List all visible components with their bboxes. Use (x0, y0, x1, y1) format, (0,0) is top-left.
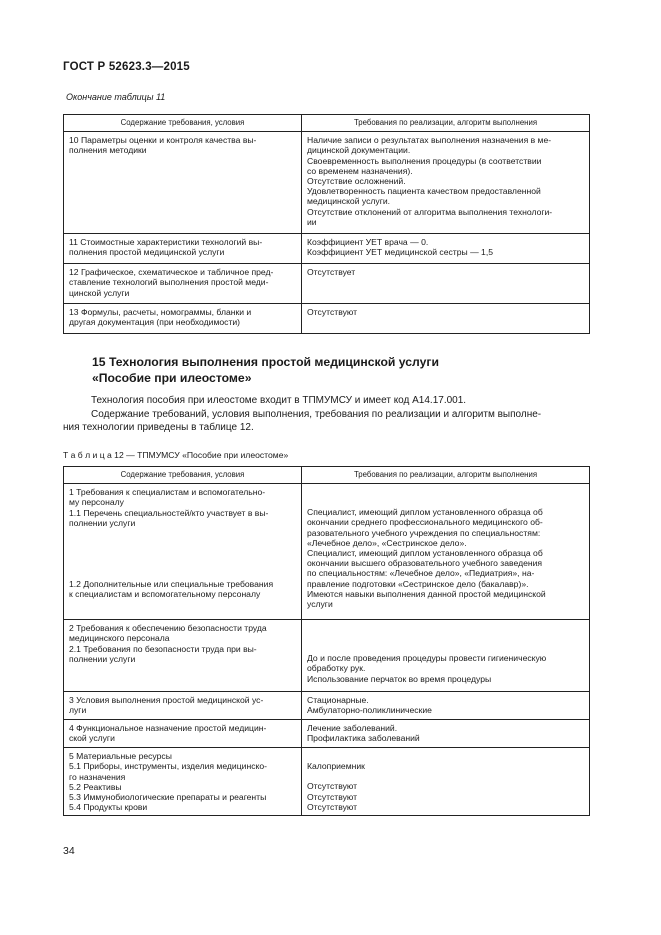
requirement-cell: 12 Графическое, схематическое и табличное пред- ставление технологий выполнения простой меди- цинской услуги (64, 264, 302, 304)
table-row (64, 720, 590, 748)
implementation-cell: Лечение заболеваний. Профилактика заболеваний (302, 720, 590, 748)
implementation-cell: Наличие записи о результатах выполнения назначения в ме- дицинской документации. Своевременность выполнения процедуры (в соответствии со временем назначения). Отсутствие осложнений. Удовлетворенность пациента качеством предоставленной медицинской услуги. Отсутствие отклонений от алгоритма выполнения технологи- ии (302, 132, 590, 234)
implementation-cell: Отсутствуют (302, 304, 590, 334)
table12-caption: Т а б л и ц а 12 — ТПМУМСУ «Пособие при илеостоме» (63, 450, 289, 460)
column-header: Содержание требования, условия (64, 467, 302, 484)
requirement-cell: 13 Формулы, расчеты, номограммы, бланки и другая документация (при необходимости) (64, 304, 302, 334)
implementation-cell: Стационарные. Амбулаторно-поликлинические (302, 692, 590, 720)
requirement-cell: 5 Материальные ресурсы 5.1 Приборы, инструменты, изделия медицинско- го назначения 5.2 Реактивы 5.3 Иммунобиологические препараты и реагенты 5.4 Продукты крови (64, 748, 302, 816)
requirement-cell: 1 Требования к специалистам и вспомогательно- му персоналу 1.1 Перечень специальностей/кто участвует в вы- полнении услуги 1.2 Дополнительные или специальные требования к специалистам и вспомогательному персоналу (64, 484, 302, 620)
table-11 (63, 114, 590, 334)
section-title: 15 Технология выполнения простой медицинской услуги «Пособие при илеостоме» (92, 355, 439, 385)
table-row (64, 748, 590, 816)
table-row (64, 620, 590, 692)
column-header: Требования по реализации, алгоритм выполнения (302, 115, 590, 132)
implementation-cell: Отсутствует (302, 264, 590, 304)
table-row (64, 234, 590, 264)
paragraph: Содержание требований, условия выполнения, требования по реализации и алгоритм выполне- ния технологии приведены в таблице 12. (63, 409, 542, 433)
page-number: 34 (63, 845, 75, 857)
requirement-cell: 2 Требования к обеспечению безопасности труда медицинского персонала 2.1 Требования по безопасности труда при вы- полнении услуги (64, 620, 302, 692)
table-row (64, 132, 590, 234)
table11-caption: Окончание таблицы 11 (66, 92, 166, 102)
table-12 (63, 466, 590, 816)
implementation-cell: Специалист, имеющий диплом установленного образца об окончании среднего профессионального медицинского об- разовательного учебного учреждения по специальностям: «Лечебное дело», «Сестринское дело». Специалист, имеющий диплом установленного образца об окончании высшего образовательного учебного заведения по специальностям: «Лечебное дело», «Педиатрия», на- правление подготовки «Сестринское дело (бакалавр)». Имеются навыки выполнения данной простой медицинской услуги (302, 484, 590, 620)
implementation-cell: До и после проведения процедуры провести гигиеническую обработку рук. Использование перчаток во время процедуры (302, 620, 590, 692)
table-row (64, 484, 590, 620)
table-row (64, 304, 590, 334)
document-header: ГОСТ Р 52623.3—2015 (63, 61, 190, 73)
table-header-row (64, 115, 590, 132)
implementation-cell: Калоприемник Отсутствуют Отсутствуют Отсутствуют (302, 748, 590, 816)
column-header: Содержание требования, условия (64, 115, 302, 132)
requirement-cell: 11 Стоимостные характеристики технологий вы- полнения простой медицинской услуги (64, 234, 302, 264)
table-header-row (64, 467, 590, 484)
table-row (64, 264, 590, 304)
table-row (64, 692, 590, 720)
requirement-cell: 3 Условия выполнения простой медицинской ус- луги (64, 692, 302, 720)
implementation-cell: Коэффициент УЕТ врача — 0. Коэффициент УЕТ медицинской сестры — 1,5 (302, 234, 590, 264)
requirement-cell: 4 Функциональное назначение простой медицин- ской услуги (64, 720, 302, 748)
column-header: Требования по реализации, алгоритм выполнения (302, 467, 590, 484)
paragraph: Технология пособия при илеостоме входит в ТПМУМСУ и имеет код А14.17.001. (91, 395, 467, 406)
requirement-cell: 10 Параметры оценки и контроля качества вы- полнения методики (64, 132, 302, 234)
